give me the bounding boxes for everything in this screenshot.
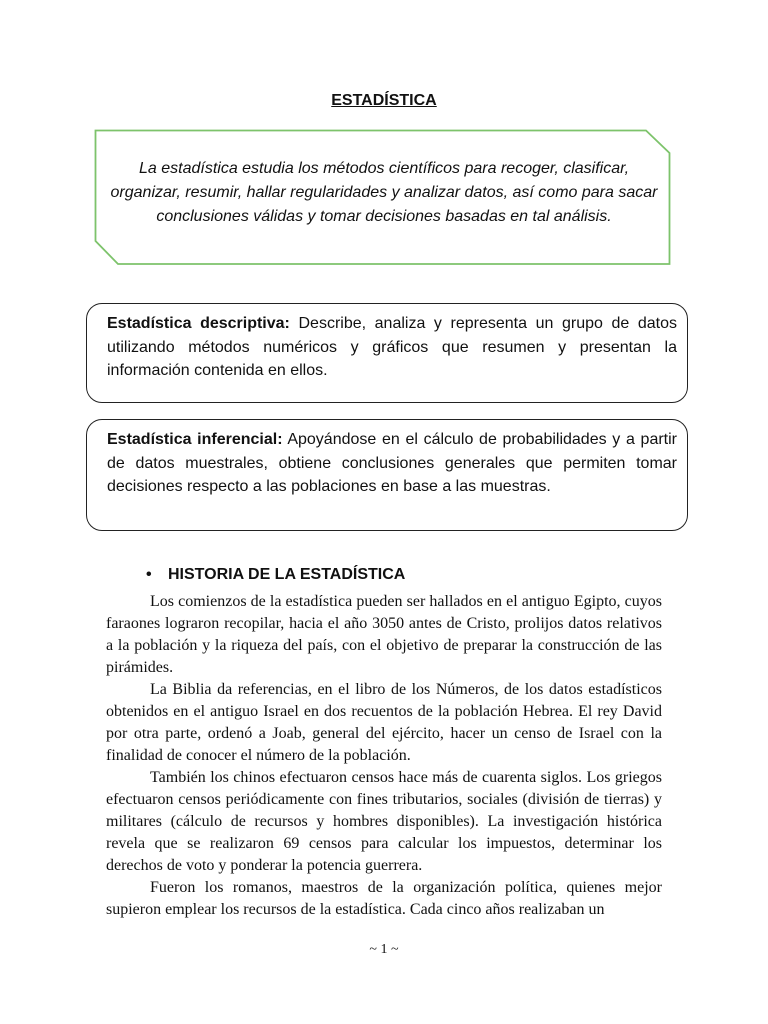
definition-text: La estadística estudia los métodos científicos para recoger, clasificar, organizar, resumir, hallar regularidades y analizar datos, así como para sacar conclusiones válidas y tomar decisiones basadas en tal análisis.: [110, 160, 658, 225]
paragraph: También los chinos efectuaron censos hace más de cuarenta siglos. Los griegos efectuaron censos periódicamente con fines tributarios, sociales (división de tierras) y militares (cálculo de recursos y hombres disponibles). La investigación histórica revela que se realizaron 69 censos para calcular los impuestos, determinar los derechos de voto y ponderar la potencia guerrera.: [106, 769, 662, 874]
concept-term: Estadística descriptiva:: [107, 315, 290, 332]
concept-term: Estadística inferencial:: [107, 431, 283, 448]
bullet-icon: •: [146, 566, 152, 583]
history-body: [106, 591, 662, 921]
concept-description: Apoyándose en el cálculo de probabilidades y a partir de datos muestrales, obtiene conclusiones generales que permiten tomar decisiones respecto a las poblaciones en base a las muestras.: [107, 431, 677, 495]
concept-description: Describe, analiza y representa un grupo de datos utilizando métodos numéricos y gráficos que resumen y presentan la información contenida en ellos.: [107, 315, 678, 379]
inferential-statistics-box: [86, 419, 688, 531]
paragraph: La Biblia da referencias, en el libro de los Números, de los datos estadísticos obtenidos en el antiguo Israel en dos recuentos de la población Hebrea. El rey David por otra parte, ordenó a Joab, general del ejército, hacer un censo de Israel con la finalidad de conocer el número de la población.: [106, 681, 662, 764]
section-heading: [146, 566, 405, 584]
page-number: ~ 1 ~: [369, 942, 399, 957]
page-title: ESTADÍSTICA: [331, 92, 437, 109]
paragraph: Los comienzos de la estadística pueden ser hallados en el antiguo Egipto, cuyos faraones lograron recopilar, hacia el año 3050 antes de Cristo, prolijos datos relativos a la población y la riqueza del país, con el objetivo de preparar la construcción de las pirámides.: [106, 593, 662, 676]
section-heading-text: HISTORIA DE LA ESTADÍSTICA: [168, 566, 406, 583]
paragraph: Fueron los romanos, maestros de la organización política, quienes mejor supieron emplear los recursos de la estadística. Cada cinco años realizaban un: [106, 879, 662, 918]
descriptive-statistics-box: [86, 303, 688, 403]
